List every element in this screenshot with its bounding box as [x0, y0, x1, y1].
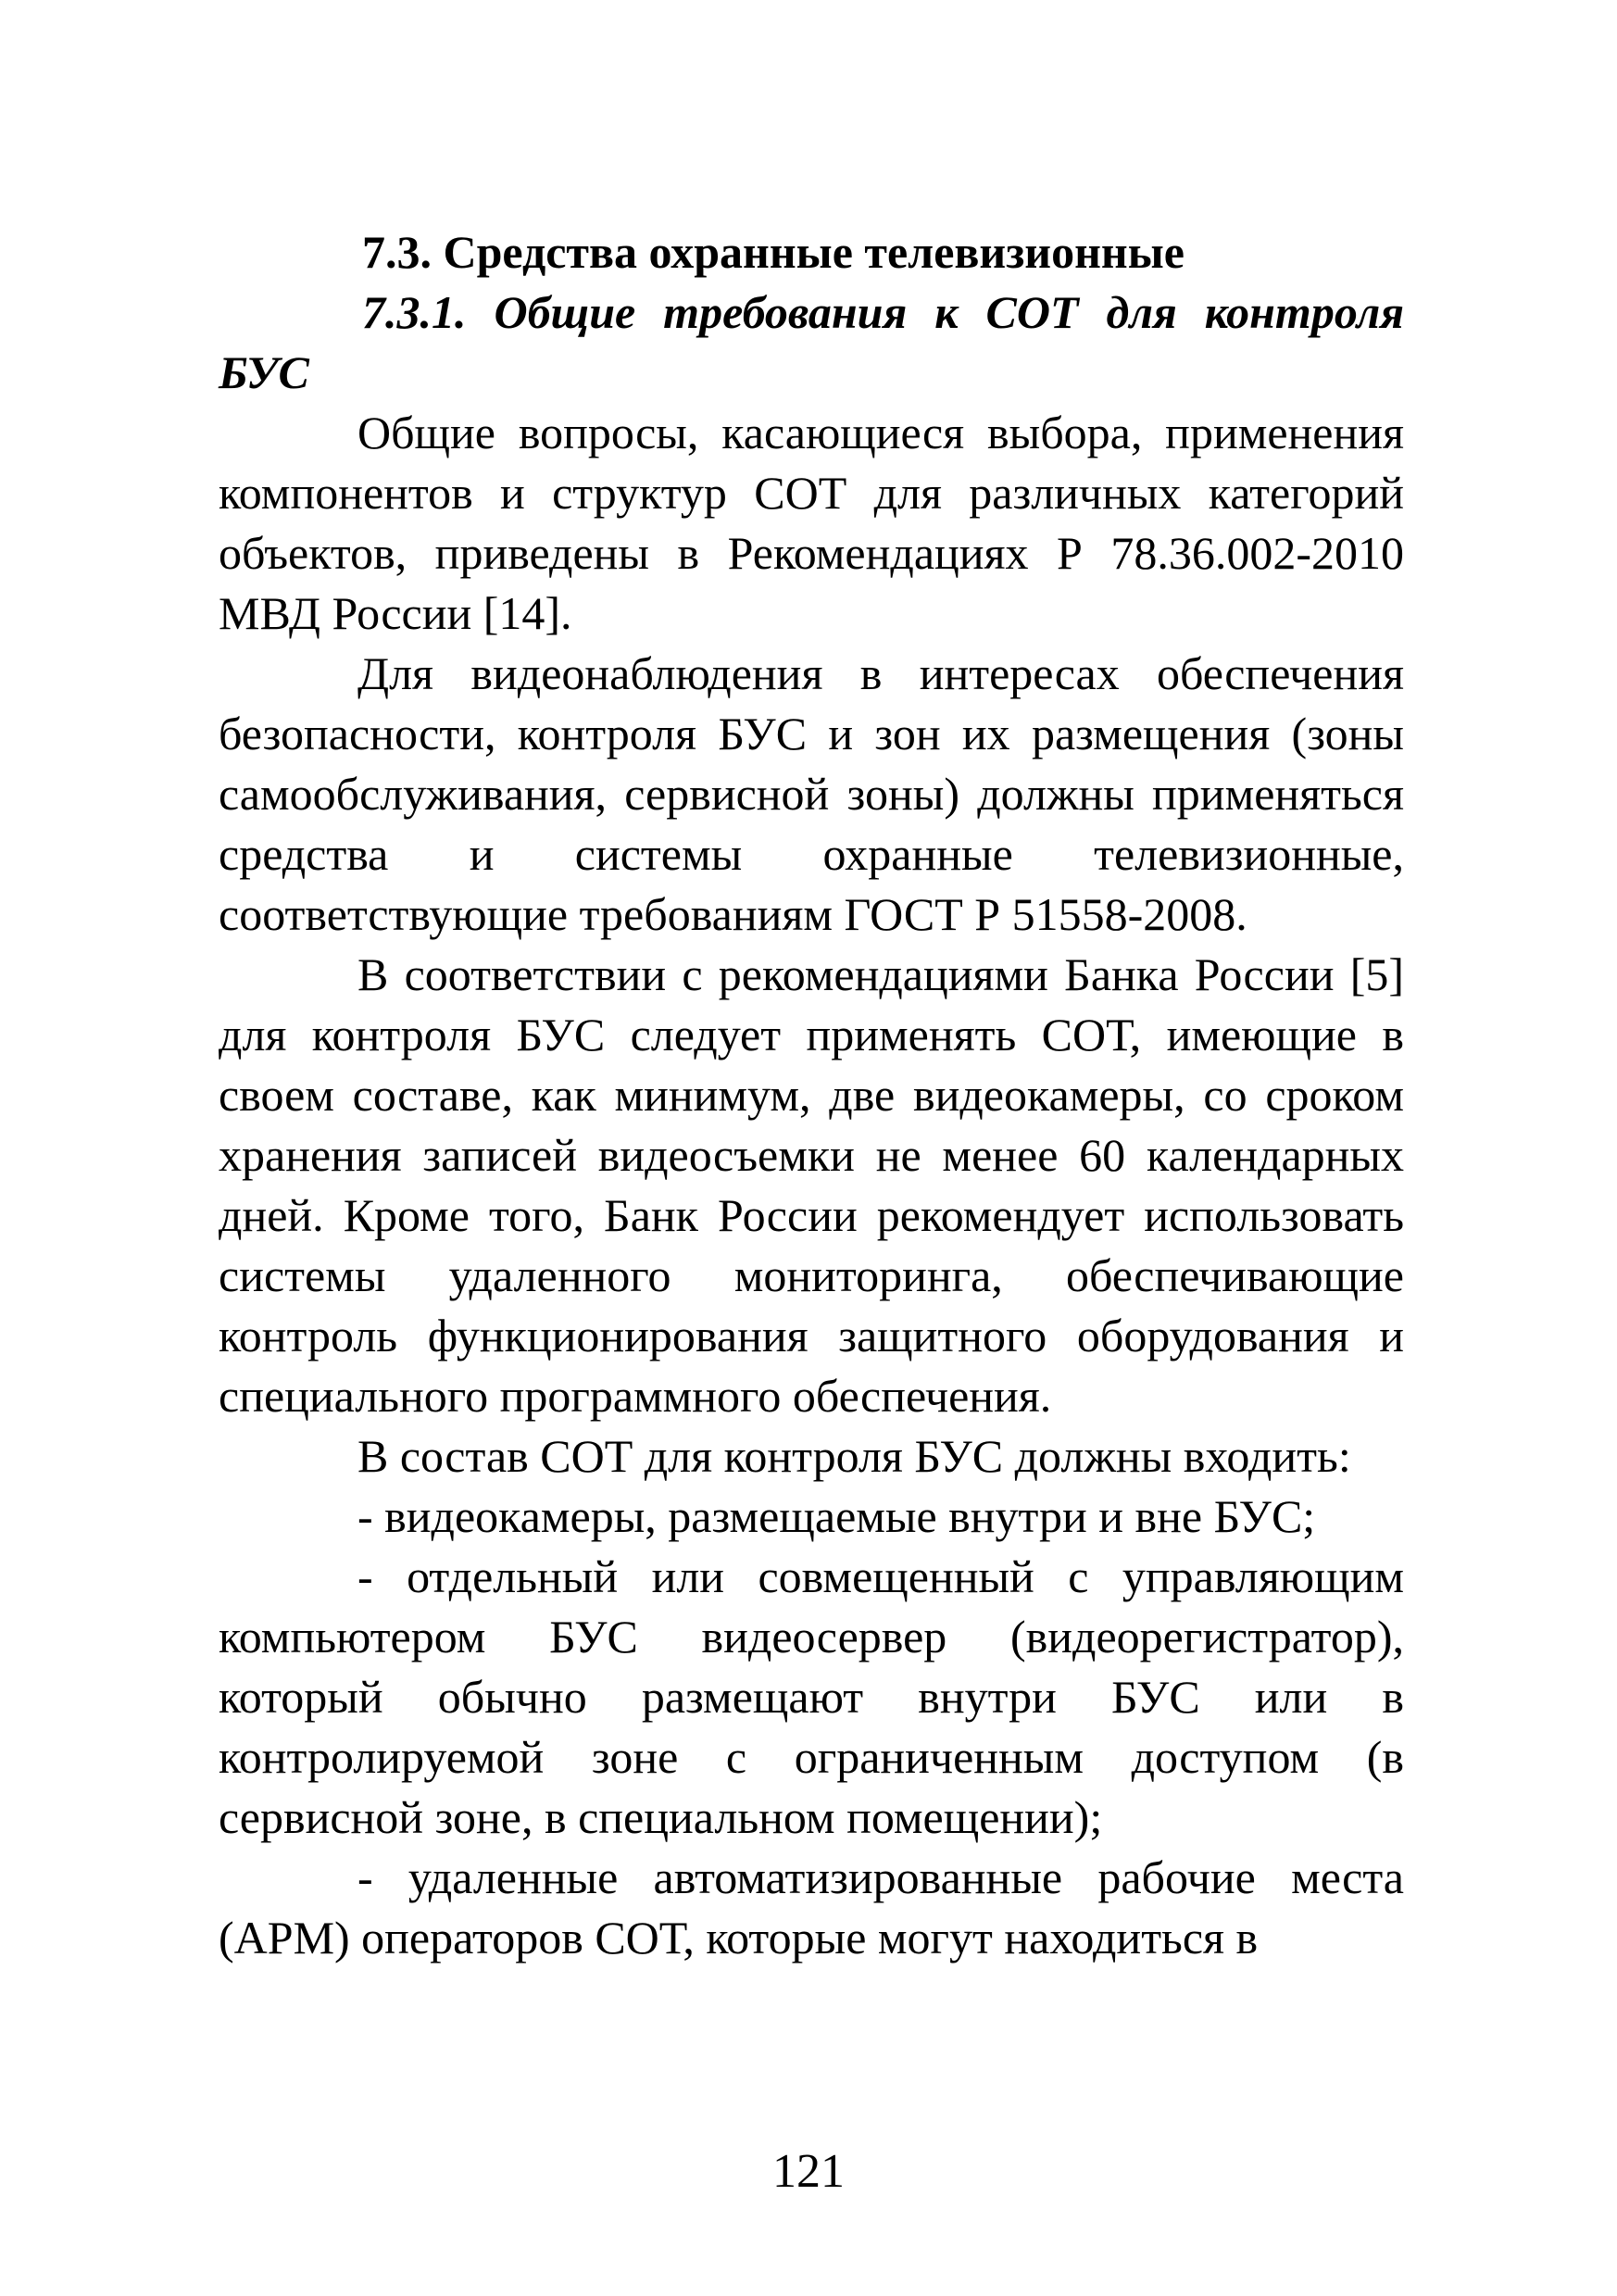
- paragraph-general-questions: Общие вопросы, касающиеся выбора, применения компонентов и структур СОТ для различных категорий объектов, приведены в Рекомендациях Р 78.36.002-2010 МВД России [14].: [219, 407, 1404, 639]
- paragraph-bank-recommendations: В соответствии с рекомендациями Банка России [5] для контроля БУС следует применять СОТ, имеющие в своем составе, как минимум, две видеокамеры, со сроком хранения записей видеосъемки не менее 60 календарных дней. Кроме того, Банк России рекомендует использовать системы удаленного мониторинга, обеспечивающие контроль функционирования защитного оборудования и специального программного обеспечения.: [219, 948, 1404, 1422]
- subsection-heading: 7.3.1. Общие требования к СОТ для контроля БУС: [219, 286, 1404, 398]
- section-heading: 7.3. Средства охранные телевизионные: [362, 226, 1185, 278]
- page-number: 121: [772, 2145, 845, 2198]
- list-item-remote-workstations: - удаленные автоматизированные рабочие места (АРМ) операторов СОТ, которые могут находиться в: [219, 1851, 1404, 1964]
- paragraph-composition: В состав СОТ для контроля БУС должны входить:: [357, 1430, 1351, 1482]
- page-content: [219, 222, 1404, 1968]
- paragraph-video-surveillance: Для видеонаблюдения в интересах обеспечения безопасности, контроля БУС и зон их размещения (зоны самообслуживания, сервисной зоны) должны применяться средства и системы охранные телевизионные, соответствующие требованиям ГОСТ Р 51558-2008.: [219, 647, 1404, 940]
- list-item-cameras: - видеокамеры, размещаемые внутри и вне БУС;: [357, 1490, 1316, 1542]
- list-item-video-server: - отдельный или совмещенный с управляющим компьютером БУС видеосервер (видеорегистратор), который обычно размещают внутри БУС или в контролируемой зоне с ограниченным доступом (в сервисной зоне, в специальном помещении);: [219, 1550, 1404, 1843]
